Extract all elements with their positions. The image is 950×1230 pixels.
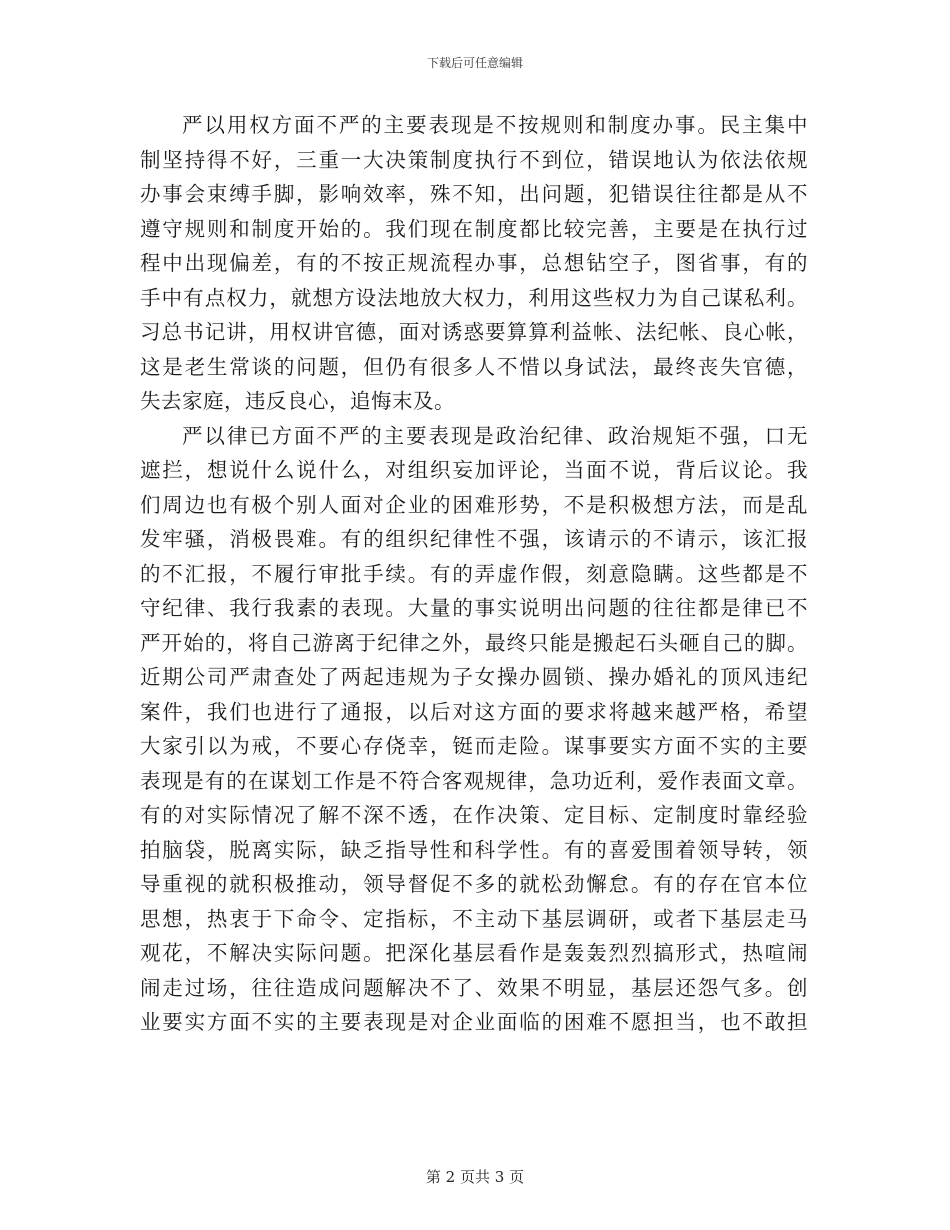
text-line: 守纪律、我行我素的表现。大量的事实说明出问题的往往都是律已不 [140,596,808,620]
text-line: 严开始的，将自己游离于纪律之外，最终只能是搬起石头砸自己的脚。 [140,630,808,655]
text-line: 习总书记讲，用权讲官德，面对诱惑要算算利益帐、法纪帐、良心帐， [140,320,808,344]
text-line: 办事会束缚手脚，影响效率，殊不知，出问题，犯错误往往都是从不 [140,182,808,206]
text-line: 严以用权方面不严的主要表现是不按规则和制度办事。民主集中 [182,113,808,137]
text-line: 思想，热衷于下命令、定指标，不主动下基层调研，或者下基层走马 [140,906,808,931]
text-line: 业要实方面不实的主要表现是对企业面临的困难不愿担当，也不敢担 [140,1010,808,1034]
text-line: 失去家庭，违反良心，追悔末及。 [140,389,455,413]
text-line: 制坚持得不好，三重一大决策制度执行不到位，错误地认为依法依规 [140,147,808,172]
page-footer: 第 2 页共 3 页 [425,1168,525,1186]
text-line: 闹走过场，往往造成问题解决不了、效果不明显，基层还怨气多。创 [140,975,808,1000]
text-line: 手中有点权力，就想方设法地放大权力，利用这些权力为自己谋私利。 [140,285,808,310]
text-line: 有的对实际情况了解不深不透，在作决策、定目标、定制度时靠经验 [140,803,808,827]
text-line: 这是老生常谈的问题，但仍有很多人不惜以身试法，最终丧失官德， [140,354,808,379]
text-line: 近期公司严肃查处了两起违规为子女操办圆锁、操办婚礼的顶风违纪 [140,665,808,689]
text-line: 发牢骚，消极畏难。有的组织纪律性不强，该请示的不请示，该汇报 [140,527,808,551]
text-line: 表现是有的在谋划工作是不符合客观规律，急功近利，爱作表面文章。 [140,768,808,793]
text-line: 遮拦，想说什么说什么，对组织妄加评论，当面不说，背后议论。我 [140,458,808,482]
text-line: 的不汇报，不履行审批手续。有的弄虚作假，刻意隐瞒。这些都是不 [140,561,808,586]
page-header: 下载后可任意编辑 [426,56,523,70]
text-line: 案件，我们也进行了通报，以后对这方面的要求将越来越严格，希望 [140,699,808,724]
text-line: 严以律已方面不严的主要表现是政治纪律、政治规矩不强，口无 [182,423,808,448]
text-line: 导重视的就积极推动，领导督促不多的就松劲懈怠。有的存在官本位 [140,872,808,896]
text-line: 遵守规则和制度开始的。我们现在制度都比较完善，主要是在执行过 [140,216,808,241]
document-body [140,108,808,1040]
text-line: 拍脑袋，脱离实际，缺乏指导性和科学性。有的喜爱围着领导转，领 [140,837,808,862]
text-line: 们周边也有极个别人面对企业的困难形势，不是积极想方法，而是乱 [140,492,808,517]
text-line: 观花，不解决实际问题。把深化基层看作是轰轰烈烈搞形式，热喧闹 [140,941,808,965]
text-line: 程中出现偏差，有的不按正规流程办事，总想钻空子，图省事，有的 [140,251,808,275]
text-line: 大家引以为戒，不要心存侥幸，铤而走险。谋事要实方面不实的主要 [140,734,808,758]
